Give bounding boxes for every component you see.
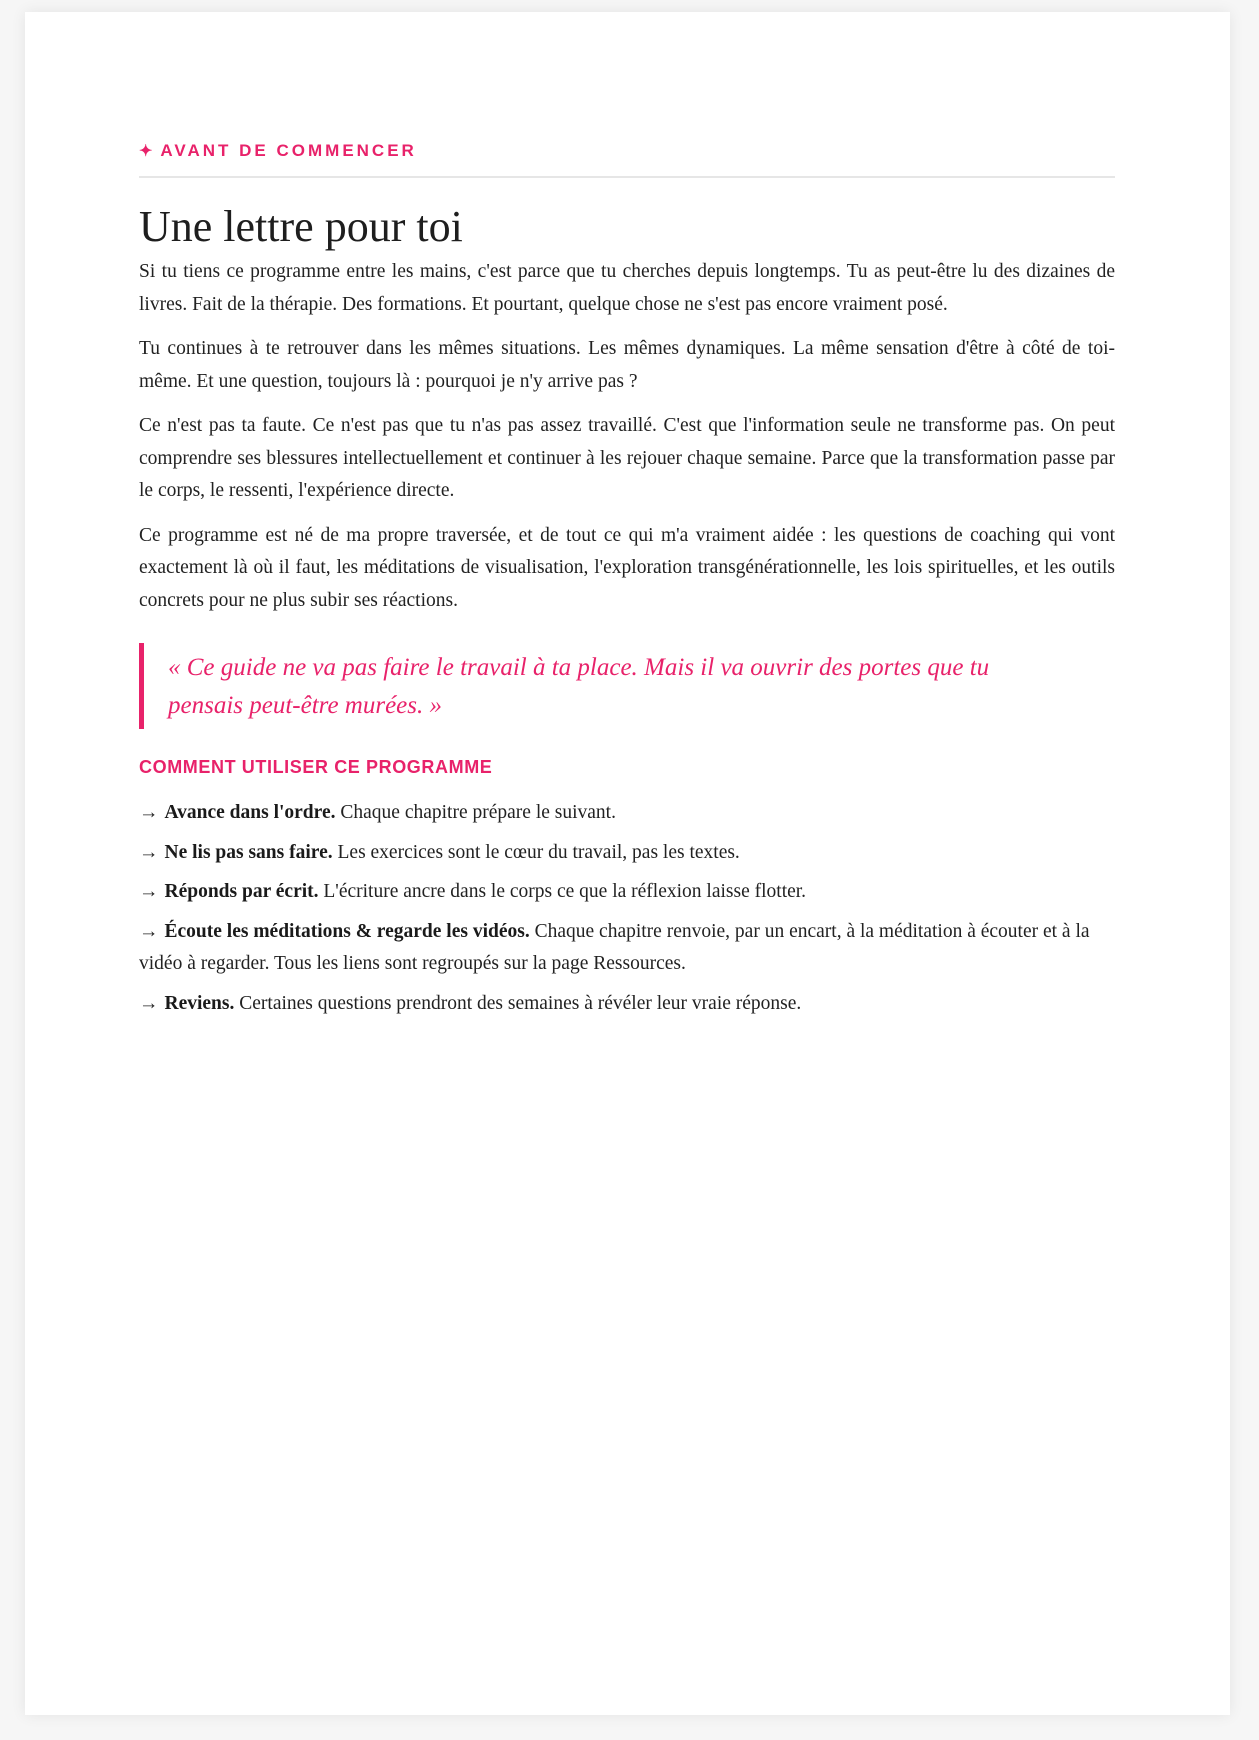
list-item (139, 876, 1099, 909)
sparkle-icon: ✦ (139, 143, 153, 160)
step-title: Ne lis pas sans faire. (164, 841, 333, 863)
list-item (139, 988, 1099, 1021)
pull-quote: « Ce guide ne va pas faire le travail à ta place. Mais il va ouvrir des portes que tu pensais peut-être murées. » (139, 643, 1068, 729)
arrow-right-icon: → (139, 920, 159, 942)
step-text: Chaque chapitre renvoie, par un encart, à la méditation à écouter et à la vidéo à regarder. Tous les liens sont regroupés sur la page Ressources. (139, 920, 1090, 974)
page-title: Une lettre pour toi (139, 202, 463, 251)
step-text: Les exercices sont le cœur du travail, pas les textes. (332, 841, 740, 863)
step-text: Certaines questions prendront des semaines à révéler leur vraie réponse. (234, 992, 802, 1014)
step-title: Écoute les méditations & regarde les vidéos. (164, 920, 530, 942)
step-title: Réponds par écrit. (164, 881, 319, 902)
howto-heading: COMMENT UTILISER CE PROGRAMME (139, 757, 493, 777)
arrow-right-icon: → (139, 802, 159, 823)
howto-list (139, 797, 1099, 1020)
step-title: Avance dans l'ordre. (164, 802, 336, 823)
document-page (25, 12, 1230, 1715)
list-item (139, 837, 1099, 870)
divider (139, 176, 1115, 178)
section-eyebrow (139, 138, 1115, 164)
letter-paragraph: Ce n'est pas ta faute. Ce n'est pas que tu n'as pas assez travaillé. C'est que l'information seule ne transforme pas. On peut comprendre ses blessures intellectuellement et continuer à les rejouer chaque semaine. Parce que la transformation passe par le corps, le ressenti, l'expérience directe. (139, 415, 1115, 501)
letter-paragraph: Si tu tiens ce programme entre les mains, c'est parce que tu cherches depuis longtemps. Tu as peut-être lu des dizaines de livres. Fait de la thérapie. Des formations. Et pourtant, quelque chose ne s'est pas encore vraiment posé. (139, 261, 1115, 315)
list-item (139, 797, 1099, 830)
step-text: Chaque chapitre prépare le suivant. (335, 802, 616, 823)
list-item (139, 916, 1099, 981)
arrow-right-icon: → (139, 841, 159, 863)
page-content (139, 138, 1115, 1027)
eyebrow-label: AVANT DE COMMENCER (160, 141, 417, 160)
step-title: Reviens. (164, 992, 235, 1014)
letter-paragraph: Ce programme est né de ma propre traversée, et de tout ce qui m'a vraiment aidée : les questions de coaching qui vont exactement là où il faut, les méditations de visualisation, l'exploration transgénérationnelle, les lois spirituelles, et les outils concrets pour ne plus subir ses réactions. (139, 524, 1115, 611)
arrow-right-icon: → (139, 881, 159, 902)
step-text: L'écriture ancre dans le corps ce que la réflexion laisse flotter. (318, 881, 807, 902)
letter-paragraph: Tu continues à te retrouver dans les mêmes situations. Les mêmes dynamiques. La même sensation d'être à côté de toi-même. Et une question, toujours là : pourquoi je n'y arrive pas ? (139, 338, 1115, 392)
arrow-right-icon: → (139, 992, 159, 1014)
